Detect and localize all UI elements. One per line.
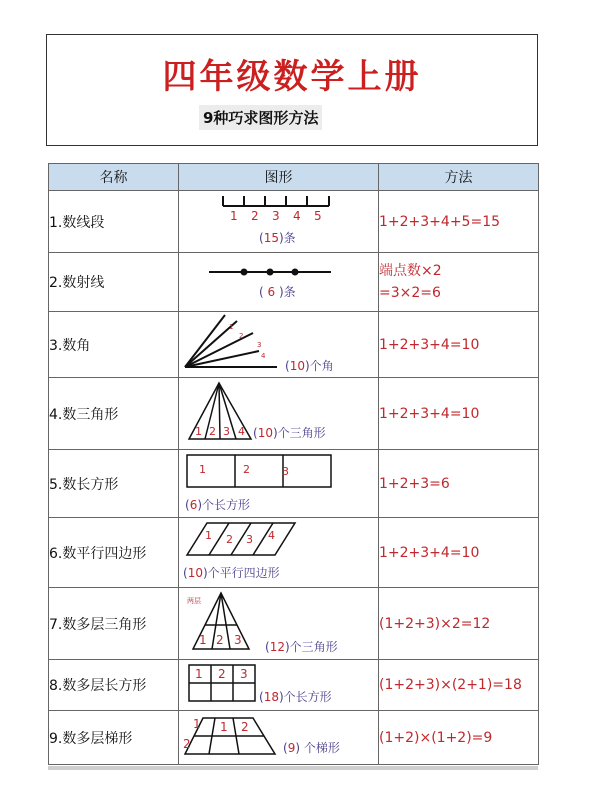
- row-name: 9.数多层梯形: [49, 711, 179, 765]
- header-name: 名称: [49, 164, 179, 191]
- row-name: 2.数射线: [49, 253, 179, 312]
- line-segment-figure: [179, 192, 379, 252]
- parallelogram-label: 2: [226, 532, 233, 546]
- trapezoid-label: 2: [183, 736, 191, 751]
- answer-unit: )个三角形: [272, 425, 326, 440]
- table-row: [49, 588, 539, 660]
- layer-note: 两层: [187, 596, 201, 605]
- row-method: [379, 378, 539, 450]
- angle-label: 2: [239, 331, 244, 340]
- segment-label: 2: [251, 208, 259, 223]
- answer-number: 15: [263, 230, 279, 245]
- answer-number: 10: [257, 425, 273, 440]
- answer-unit: )个三角形: [284, 639, 338, 654]
- answer-number: 10: [187, 565, 203, 580]
- row-figure: [179, 378, 379, 450]
- answer-number: 10: [289, 358, 305, 373]
- figure-answer: [283, 740, 340, 755]
- header-figure: 图形: [179, 164, 379, 191]
- triangle-label: 3: [234, 632, 242, 647]
- figure-answer: [259, 689, 332, 704]
- triangle-label: 2: [209, 424, 216, 438]
- angle-label: 1: [229, 322, 234, 331]
- trapezoid-label: 1: [193, 716, 201, 731]
- figure-answer: [253, 426, 326, 440]
- figure-answer: [259, 231, 296, 245]
- row-method: [379, 450, 539, 518]
- figure-answer: [259, 285, 296, 299]
- method-line: 1+2+3+4=10: [379, 336, 480, 353]
- rect-label: 2: [243, 462, 250, 476]
- table-row: [49, 312, 539, 378]
- answer-unit: )个长方形: [197, 497, 251, 512]
- row-name: 1.数线段: [49, 191, 179, 253]
- method-line: 1+2+3+4+5=15: [379, 213, 501, 230]
- angle-label: 3: [257, 340, 262, 349]
- row-name: 3.数角: [49, 312, 179, 378]
- segment-label: 3: [272, 208, 280, 223]
- table-header-row: [49, 164, 539, 191]
- title-box: [46, 34, 538, 146]
- answer-unit: )条: [275, 285, 296, 299]
- answer-open: (: [259, 690, 264, 704]
- row-figure: [179, 518, 379, 588]
- row-method: [379, 660, 539, 711]
- row-figure: [179, 253, 379, 312]
- table-row: [49, 660, 539, 711]
- answer-number: 18: [263, 690, 279, 704]
- parallelogram-label: 4: [268, 528, 275, 542]
- row-method: [379, 518, 539, 588]
- triangle-label: 1: [195, 424, 202, 438]
- answer-open: (: [183, 565, 188, 580]
- rect-label: 3: [282, 464, 289, 478]
- triangle-label: 1: [199, 632, 207, 647]
- row-figure: [179, 312, 379, 378]
- row-figure: [179, 660, 379, 711]
- table-row: [49, 518, 539, 588]
- answer-number: 12: [269, 639, 285, 654]
- row-method: [379, 191, 539, 253]
- answer-unit: )条: [278, 230, 296, 245]
- table-row: [49, 450, 539, 518]
- triangle-label: 3: [223, 424, 230, 438]
- answer-unit: ) 个梯形: [295, 740, 340, 755]
- answer-number: 9: [287, 740, 296, 755]
- row-name: 7.数多层三角形: [49, 588, 179, 660]
- method-line: 端点数×2: [379, 263, 442, 279]
- triangle-label: 2: [216, 632, 224, 647]
- figure-answer: [183, 565, 280, 580]
- method-line: 1+2+3=6: [379, 475, 450, 492]
- parallelogram-label: 1: [205, 528, 212, 542]
- answer-number: 6: [267, 285, 276, 299]
- answer-open: (: [259, 285, 268, 299]
- layered-trapezoid-figure: [179, 712, 379, 764]
- row-name: 4.数三角形: [49, 378, 179, 450]
- row-name: 5.数长方形: [49, 450, 179, 518]
- answer-unit: )个长方形: [278, 690, 332, 704]
- row-figure: [179, 450, 379, 518]
- trapezoid-label: 2: [241, 719, 249, 734]
- rect-label: 2: [218, 667, 226, 681]
- rect-label: 3: [240, 667, 248, 681]
- angle-figure: [179, 313, 379, 377]
- parallelogram-label: 3: [246, 532, 253, 546]
- rect-label: 1: [199, 462, 206, 476]
- answer-open: (: [253, 425, 258, 440]
- rect-label: 1: [195, 667, 203, 681]
- segment-label: 5: [314, 208, 322, 223]
- header-method: 方法: [379, 164, 539, 191]
- method-line: =3×2=6: [379, 285, 441, 301]
- layered-triangle-figure: [179, 589, 379, 659]
- segment-label: 4: [293, 208, 301, 223]
- ray-figure: [179, 254, 379, 310]
- answer-open: (: [259, 230, 264, 245]
- page-subtitle: 9种巧求图形方法: [199, 105, 322, 130]
- method-line: (1+2+3)×(2+1)=18: [379, 677, 522, 693]
- method-line: (1+2)×(1+2)=9: [379, 729, 493, 746]
- row-method: [379, 253, 539, 312]
- table-shadow: [48, 766, 538, 770]
- figure-answer: [265, 640, 338, 654]
- answer-open: (: [283, 740, 288, 755]
- parallelogram-figure: [179, 519, 379, 587]
- triangle-label: 4: [238, 424, 245, 438]
- answer-number: 6: [189, 497, 198, 512]
- table-row: [49, 378, 539, 450]
- table-row: [49, 711, 539, 765]
- row-name: 8.数多层长方形: [49, 660, 179, 711]
- triangle-figure: [179, 379, 379, 449]
- methods-table: [48, 163, 539, 765]
- row-figure: [179, 191, 379, 253]
- page-title: 四年级数学上册: [162, 57, 422, 97]
- answer-unit: )个平行四边形: [202, 565, 280, 580]
- row-method: [379, 711, 539, 765]
- method-line: 1+2+3+4=10: [379, 544, 480, 561]
- rectangle-figure: [179, 451, 379, 517]
- row-figure: [179, 711, 379, 765]
- table-row: [49, 191, 539, 253]
- answer-open: (: [265, 639, 270, 654]
- layered-rectangle-figure: [179, 661, 379, 709]
- segment-label: 1: [230, 208, 238, 223]
- row-method: [379, 588, 539, 660]
- answer-open: (: [185, 497, 190, 512]
- figure-answer: [185, 497, 250, 512]
- angle-label: 4: [261, 351, 266, 360]
- trapezoid-label: 1: [220, 719, 228, 734]
- figure-answer: [285, 359, 334, 373]
- answer-unit: )个角: [304, 358, 334, 373]
- answer-open: (: [285, 358, 290, 373]
- row-method: [379, 312, 539, 378]
- method-line: (1+2+3)×2=12: [379, 615, 491, 632]
- table-row: [49, 253, 539, 312]
- row-name: 6.数平行四边形: [49, 518, 179, 588]
- row-figure: [179, 588, 379, 660]
- method-line: 1+2+3+4=10: [379, 405, 480, 422]
